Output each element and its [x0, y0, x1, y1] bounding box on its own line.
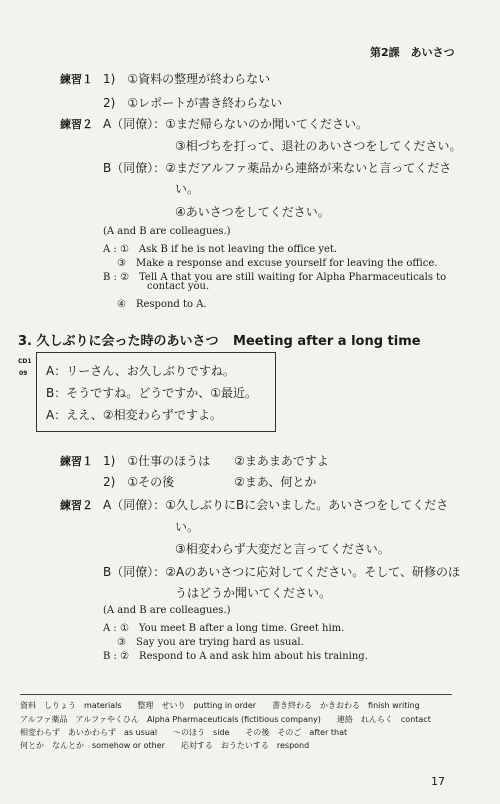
exercise1-item1: 1) ①仕事のほうは ②まあまあですよ: [103, 454, 329, 468]
cd-label: CD1: [18, 358, 32, 365]
section-title: [18, 330, 421, 349]
role-b-line1-cont: うはどうか聞いてください。: [175, 586, 332, 600]
english-line: B : ② Respond to A and ask him about his training.: [103, 651, 368, 662]
exercise1-label: 練習１: [60, 455, 93, 468]
english-line: ③ Make a response and excuse yourself for leaving the office.: [117, 258, 438, 269]
section-title-en: Meeting after a long time: [233, 334, 421, 349]
english-line: B : ② Tell A that you are still waiting for Alpha Pharmaceuticals to: [103, 272, 447, 283]
glossary-line: アルファ薬品 アルファやくひん Alpha Pharmaceuticals (fictitious company) 連絡 れんらく contact: [20, 715, 431, 724]
glossary-divider: [20, 694, 452, 695]
exercise1-item1: 1) ①資料の整理が終わらない: [103, 72, 271, 86]
english-line: ④ Respond to A.: [117, 299, 207, 310]
role-a-line1-cont: い。: [175, 520, 200, 534]
glossary-line: 何とか なんとか somehow or other 応対する おうたいする respond: [20, 741, 310, 750]
exercise2-label: 練習２: [60, 499, 93, 512]
role-b-line1: B（同僚）：②まだアルファ薬品から連絡が来ないと言ってくださ: [103, 161, 452, 175]
exercise1-item2: 2) ①その後 ②まあ、何とか: [103, 475, 317, 489]
role-a-line2: ③相変わらず大変だと言ってください。: [175, 542, 390, 556]
section-title-jp: 3. 久しぶりに会った時のあいさつ: [18, 334, 219, 349]
english-note: (A and B are colleagues.): [103, 226, 231, 237]
role-a-line1: A（同僚）：①まだ帰らないのか聞いてください。: [103, 117, 368, 131]
english-line: A : ① Ask B if he is not leaving the office yet.: [103, 244, 338, 255]
glossary-line: 資料 しりょう materials 整理 せいり putting in order 書き終わる かきおわる finish writing: [20, 701, 420, 710]
dialog-line: A：リーさん、お久しぶりですね。: [46, 364, 235, 378]
role-b-line1: B（同僚）：②Aのあいさつに応対してください。そして、研修のほ: [103, 565, 460, 579]
lesson-header: 第2課 あいさつ: [370, 46, 455, 59]
role-b-line1-cont: い。: [175, 182, 200, 196]
role-b-line2: ④あいさつをしてください。: [175, 205, 330, 219]
dialog-line: B：そうですね。どうですか、①最近。: [46, 386, 257, 400]
english-line: contact you.: [147, 281, 210, 292]
exercise1-label: 練習１: [60, 73, 93, 86]
english-note: (A and B are colleagues.): [103, 605, 231, 616]
glossary-line: 相変わらず あいかわらず as usual 〜のほう side その後 そのご after that: [20, 728, 348, 737]
english-line: A : ① You meet B after a long time. Greet him.: [103, 623, 345, 634]
role-a-line2: ③相づちを打って、退社のあいさつをしてください。: [175, 139, 462, 153]
exercise2-label: 練習２: [60, 118, 93, 131]
english-line: ③ Say you are trying hard as usual.: [117, 637, 304, 648]
cd-track: 09: [19, 370, 28, 377]
role-a-line1: A（同僚）：①久しぶりにBに会いました。あいさつをしてくださ: [103, 498, 449, 512]
page-number: 17: [431, 775, 445, 788]
exercise1-item2: 2) ①レポートが書き終わらない: [103, 96, 283, 110]
dialog-line: A：ええ、②相変わらずですよ。: [46, 408, 223, 422]
